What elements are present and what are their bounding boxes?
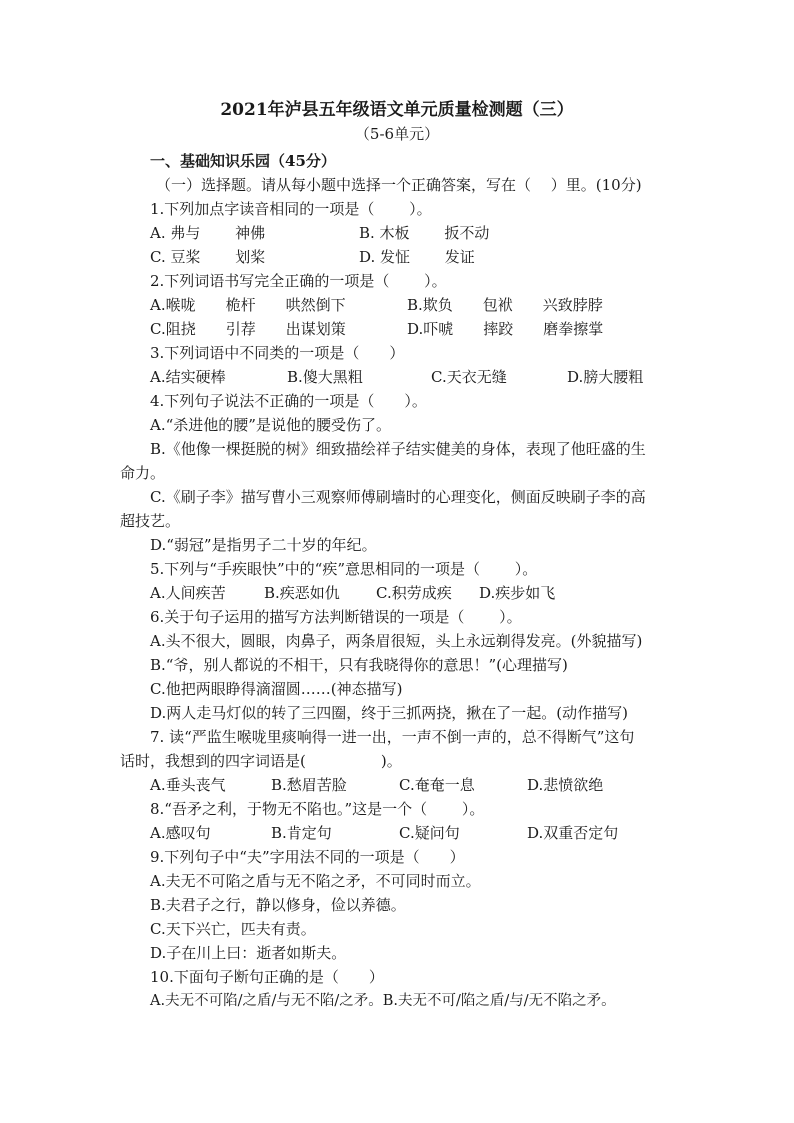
q3-options [0, 366, 794, 388]
q5-stem: 5.下列与“手疾眼快”中的“疾”意思相同的一项是（ ）。 [150, 560, 538, 578]
q1-stem: 1.下列加点字读音相同的一项是（ ）。 [150, 200, 432, 218]
exam-title: 2021年泸县五年级语文单元质量检测题（三） [220, 100, 574, 120]
q3-option-b: B.傻大黑粗 [287, 368, 363, 386]
q2-option-a: A.喉咙 桅杆 哄然倒下 [150, 296, 346, 314]
q3-option-a: A.结实硬棒 [150, 368, 226, 386]
q2-stem: 2.下列词语书写完全正确的一项是（ ）。 [150, 272, 447, 290]
q1-option-b: B. 木板 扳不动 [359, 224, 490, 242]
q1-option-c: C. 豆桨 划桨 [150, 248, 266, 266]
q8-option-a: A.感叹句 [150, 824, 211, 842]
q3-option-d: D.膀大腰粗 [567, 368, 644, 386]
q4-option-c-line2: 超技艺。 [120, 512, 181, 530]
q2-option-b: B.欺负 包袱 兴致脖脖 [407, 296, 603, 314]
q9-option-d: D.子在川上曰：逝者如斯夫。 [150, 944, 347, 962]
q7-option-d: D.悲愤欲绝 [527, 776, 604, 794]
section-heading: 一、基础知识乐园（45分） [150, 152, 336, 170]
q4-stem: 4.下列句子说法不正确的一项是（ ）。 [150, 392, 427, 410]
q4-option-b-line2: 命力。 [120, 464, 166, 482]
q5-option-d: D.疾步如飞 [479, 584, 556, 602]
q5-option-a: A.人间疾苦 [150, 584, 226, 602]
q8-option-d: D.双重否定句 [527, 824, 619, 842]
q6-option-b: B.“爷，别人都说的不相干，只有我晓得你的意思！”(心理描写) [150, 656, 568, 674]
q9-option-c: C.天下兴亡，匹夫有责。 [150, 920, 316, 938]
q9-stem: 9.下列句子中“夫”字用法不同的一项是（ ） [150, 848, 465, 866]
q5-option-b: B.疾恶如仇 [264, 584, 340, 602]
q7-option-c: C.奄奄一息 [399, 776, 475, 794]
q8-options [0, 822, 794, 844]
q4-option-a: A.“杀进他的腰”是说他的腰受伤了。 [150, 416, 391, 434]
q9-option-a: A.夫无不可陷之盾与无不陷之矛，不可同时而立。 [150, 872, 481, 890]
q1-option-d: D. 发怔 发证 [359, 248, 475, 266]
q7-option-a: A.垂头丧气 [150, 776, 226, 794]
q1-options-row2 [0, 246, 794, 268]
q10-options-ab: A.夫无不可陷/之盾/与无不陷/之矛。B.夫无不可/陷之盾/与/无不陷之矛。 [150, 993, 616, 1009]
q5-option-c: C.积劳成疾 [376, 584, 452, 602]
q2-option-c: C.阻挠 引荐 出谋划策 [150, 320, 346, 338]
q10-stem: 10.下面句子断句正确的是（ ） [150, 968, 384, 986]
q6-stem: 6.关于句子运用的描写方法判断错误的一项是（ ）。 [150, 608, 522, 626]
q8-option-b: B.肯定句 [271, 824, 332, 842]
q1-options-row1 [0, 222, 794, 244]
q5-options [0, 582, 794, 604]
q6-option-a: A.头不很大，圆眼，肉鼻子，两条眉很短，头上永远剃得发亮。(外貌描写) [150, 632, 643, 650]
q2-options-row1 [0, 294, 794, 316]
q3-stem: 3.下列词语中不同类的一项是（ ） [150, 344, 405, 362]
q2-option-d: D.吓唬 摔跤 磨拳擦掌 [407, 320, 604, 338]
q7-stem-line1: 7. 读“严监生喉咙里痰响得一进一出，一声不倒一声的，总不得断气”这句 [150, 728, 635, 746]
q3-option-c: C.天衣无缝 [431, 368, 507, 386]
q9-option-b: B.夫君子之行，静以修身，俭以养德。 [150, 896, 406, 914]
q6-option-d: D.两人走马灯似的转了三四圈，终于三抓两挠，揪在了一起。(动作描写) [150, 704, 628, 722]
q4-option-b-line1: B.《他像一棵挺脱的树》细致描绘祥子结实健美的身体，表现了他旺盛的生 [150, 440, 646, 458]
q2-options-row2 [0, 318, 794, 340]
q4-option-d: D.“弱冠”是指男子二十岁的年纪。 [150, 536, 377, 554]
q6-option-c: C.他把两眼睁得滴溜圆……(神态描写) [150, 680, 403, 698]
q1-option-a: A. 弗与 神佛 [150, 224, 266, 242]
q7-options [0, 774, 794, 796]
q4-option-c-line1: C.《刷子李》描写曹小三观察师傅刷墙时的心理变化，侧面反映刷子李的高 [150, 488, 646, 506]
exam-subtitle: （5-6单元） [354, 125, 440, 143]
q8-stem: 8.“吾矛之利，于物无不陷也。”这是一个（ ）。 [150, 800, 485, 818]
q7-option-b: B.愁眉苦脸 [271, 776, 347, 794]
q8-option-c: C.疑问句 [399, 824, 460, 842]
q7-stem-line2: 话时，我想到的四字词语是( )。 [120, 752, 402, 770]
part1-instruction: （一）选择题。请从每小题中选择一个正确答案，写在（ ）里。(10分) [156, 176, 642, 194]
